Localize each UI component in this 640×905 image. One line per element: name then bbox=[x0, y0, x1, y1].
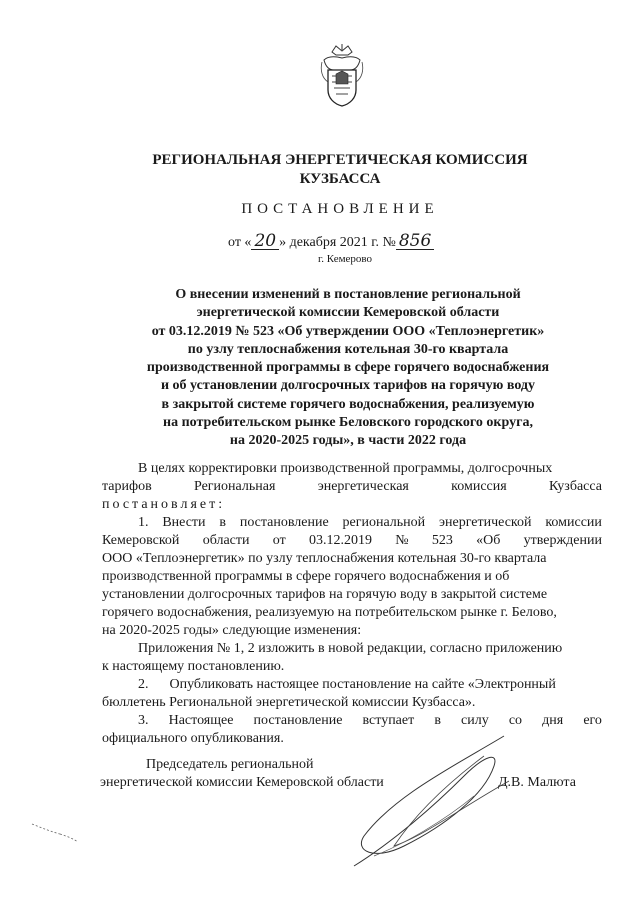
organization-name-line2: КУЗБАССА bbox=[299, 171, 381, 187]
signature-title-line2: энергетической комиссии Кемеровской области bbox=[100, 775, 384, 790]
item1-line7: на 2020-2025 годы» следующие изменения: bbox=[102, 623, 362, 638]
resolves-word: постановляет: bbox=[102, 497, 226, 512]
item1-line5: установлении долгосрочных тарифов на горячую воду в закрытой системе bbox=[102, 587, 548, 602]
item3-line2: официального опубликования. bbox=[102, 731, 284, 746]
annex-line2: к настоящему постановлению. bbox=[102, 659, 285, 674]
coat-of-arms-emblem bbox=[318, 42, 366, 110]
item3-line1: 3. Настоящее постановление вступает в силу со дня его bbox=[138, 713, 602, 728]
date-middle: » декабря 2021 г. № bbox=[279, 235, 396, 250]
document-type: ПОСТАНОВЛЕНИЕ bbox=[241, 201, 439, 217]
item1-line2: Кемеровской области от 03.12.2019 № 523 «Об утверждении bbox=[102, 533, 602, 548]
handwritten-day: 20 bbox=[251, 233, 279, 250]
city-label: г. Кемерово bbox=[318, 253, 373, 265]
handwritten-signature bbox=[334, 726, 534, 876]
item2-line1: 2. Опубликовать настоящее постановление на сайте «Электронный bbox=[138, 677, 556, 692]
item1-line6: горячего водоснабжения, реализуемую на потребительском рынке г. Белово, bbox=[102, 605, 557, 620]
organization-name: РЕГИОНАЛЬНАЯ ЭНЕРГЕТИЧЕСКАЯ КОМИССИЯ bbox=[152, 152, 528, 168]
item2-line2: бюллетень Региональной энергетической комиссии Кузбасса». bbox=[102, 695, 476, 710]
date-prefix: от « bbox=[228, 235, 252, 250]
signatory-name: Д.В. Малюта bbox=[498, 775, 576, 790]
annex-line1: Приложения № 1, 2 изложить в новой редакции, согласно приложению bbox=[138, 641, 563, 656]
heading-line: в закрытой системе горячего водоснабжения, реализуемую bbox=[161, 396, 535, 412]
stray-pen-mark bbox=[30, 820, 80, 844]
document-heading bbox=[128, 286, 568, 451]
item1-line3: ООО «Теплоэнергетик» по узлу теплоснабжения котельная 30-го квартала bbox=[102, 551, 547, 566]
heading-line: от 03.12.2019 № 523 «Об утверждении ООО «Теплоэнергетик» bbox=[151, 323, 545, 339]
heading-line: производственной программы в сфере горячего водоснабжения bbox=[146, 360, 550, 376]
heading-line: энергетической комиссии Кемеровской области bbox=[196, 305, 500, 321]
handwritten-number: 856 bbox=[396, 233, 434, 250]
intro-line: В целях корректировки производственной программы, долгосрочных bbox=[138, 461, 553, 476]
date-line bbox=[228, 233, 434, 252]
body-text bbox=[102, 460, 602, 748]
item1-number: 1. bbox=[138, 515, 149, 530]
intro-line-justified: тарифов Региональная энергетическая комиссия Кузбасса bbox=[102, 479, 602, 494]
heading-line: на 2020-2025 годы», в части 2022 года bbox=[229, 433, 467, 449]
item2-number: 2. bbox=[138, 677, 149, 692]
item3-number: 3. bbox=[138, 713, 149, 728]
heading-line: на потребительском рынке Беловского городского округа, bbox=[163, 415, 533, 431]
item1-line4: производственной программы в сфере горячего водоснабжения и об bbox=[102, 569, 510, 584]
item1-line1: 1. Внести в постановление региональной энергетической комиссии bbox=[138, 515, 602, 530]
heading-line: по узлу теплоснабжения котельная 30-го квартала bbox=[187, 341, 509, 357]
signature-title-line1: Председатель региональной bbox=[146, 757, 314, 772]
heading-line: О внесении изменений в постановление региональной bbox=[175, 287, 521, 302]
heading-line: и об установлении долгосрочных тарифов на горячую воду bbox=[160, 378, 536, 394]
